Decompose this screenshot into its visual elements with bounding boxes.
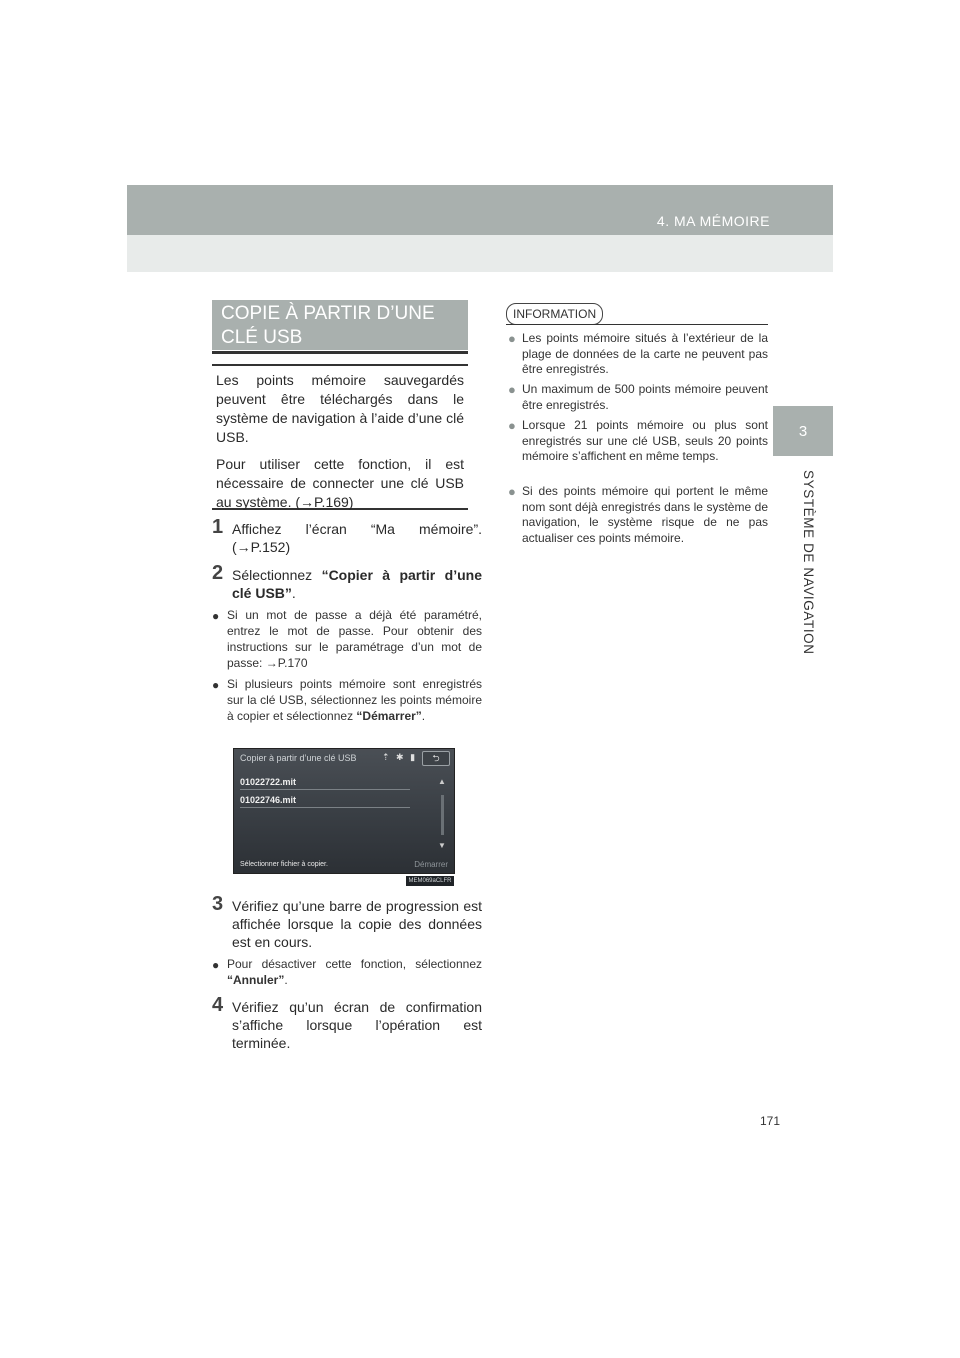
screen-title: Copier à partir d’une clé USB [240, 753, 357, 763]
bullet-icon: ● [212, 678, 220, 692]
bullet-text-suffix: . [421, 709, 426, 723]
step-3 [212, 893, 482, 951]
scroll-down-icon[interactable]: ▼ [438, 841, 446, 850]
step-text: Vérifiez qu’une barre de progression est affichée lorsque la copie des données est en cours. [232, 898, 482, 950]
info-text: Les points mémoire situés à l’extérieur de la plage de données de la carte ne peuvent pas être enregistrés. [522, 331, 768, 376]
file-item[interactable]: 01022722.mit [240, 777, 297, 787]
info-rule [506, 324, 768, 325]
info-text: Lorsque 21 points mémoire ou plus sont enregistrés sur une clé USB, seuls 20 points mémoire s’affichent en même temps. [522, 418, 768, 463]
bullet-icon: ● [212, 958, 220, 972]
info-text: Si des points mémoire qui portent le même nom sont déjà enregistrés dans le système de navigation, le système risque de ne pas actualiser ces points mémoire. [522, 484, 768, 545]
bullet-text-prefix: Si plusieurs points mémoire sont enregistrés sur la clé USB, sélectionnez les points mémoire à copier et sélectionnez [227, 677, 482, 723]
bullet-text [212, 676, 482, 724]
status-icons: ⇡ ✱ ▮ [382, 752, 418, 762]
step-text [212, 562, 482, 602]
image-code: MEM069aCLFR [406, 876, 454, 886]
bullet-item [212, 956, 482, 988]
heading-rule [212, 351, 468, 354]
step-2 [212, 562, 482, 602]
step-number: 4 [212, 994, 224, 1016]
screen-image [233, 748, 455, 874]
section-heading: COPIE À PARTIR D’UNE CLÉ USB [212, 300, 468, 350]
page-number: 171 [760, 1114, 781, 1128]
file-item[interactable]: 01022746.mit [240, 795, 297, 805]
intro-box [212, 364, 468, 510]
info-item [508, 382, 768, 413]
section-title: 4. MA MÉMOIRE [656, 213, 770, 229]
info-item [508, 331, 768, 378]
step-text: Affichez l’écran “Ma mémoire”. (→P.152) [232, 521, 482, 555]
scrollbar[interactable] [441, 795, 444, 835]
bullet-text: Si un mot de passe a déjà été paramétré, entrez le mot de passe. Pour obtenir des instructions sur le paramétrage d’un mot de passe: →P.170 [227, 608, 482, 670]
information-tag: INFORMATION [506, 303, 603, 325]
divider [240, 789, 410, 790]
chapter-title: SYSTÈME DE NAVIGATION [801, 470, 816, 655]
bullet-item [212, 676, 482, 724]
bullet-item [212, 607, 482, 671]
bullet-option: “Démarrer” [356, 709, 422, 723]
step-number: 3 [212, 893, 224, 915]
step-text-prefix: Sélectionnez [232, 567, 322, 583]
start-button[interactable]: Démarrer [414, 860, 448, 869]
scroll-up-icon[interactable]: ▲ [438, 777, 446, 786]
step-menu-option: “Copier à partir d’une clé USB” [232, 567, 482, 601]
bullet-icon: ● [212, 609, 220, 623]
screen-hint: Sélectionner fichier à copier. [240, 861, 328, 868]
intro-paragraph: Pour utiliser cette fonction, il est nécessaire de connecter une clé USB au système. (→P.169) [216, 456, 464, 510]
step-1 [212, 516, 482, 556]
step-4 [212, 994, 482, 1052]
info-item [508, 484, 768, 546]
bullet-icon: ● [508, 382, 516, 397]
back-icon[interactable]: ⮌ [422, 751, 450, 766]
bullet-text-suffix: . [284, 973, 288, 987]
bullet-text [212, 956, 482, 988]
bullet-icon: ● [508, 418, 516, 433]
step-number: 2 [212, 562, 224, 584]
info-item [508, 418, 768, 465]
step-text: Vérifiez qu’un écran de confirmation s’affiche lorsque l’opération est terminée. [232, 999, 482, 1051]
divider [240, 807, 410, 808]
chapter-number: 3 [773, 406, 833, 456]
header-subband [127, 235, 833, 272]
intro-paragraph: Les points mémoire sauvegardés peuvent être téléchargés dans le système de navigation à l’aide d’une clé USB. [216, 372, 464, 445]
bullet-icon: ● [508, 484, 516, 499]
info-text: Un maximum de 500 points mémoire peuvent être enregistrés. [522, 382, 768, 412]
bullet-text-prefix: Pour désactiver cette fonction, sélectionnez [227, 957, 482, 971]
bullet-option: “Annuler” [227, 973, 285, 987]
step-text-suffix: . [291, 585, 296, 601]
step-number: 1 [212, 516, 224, 538]
bullet-icon: ● [508, 331, 516, 346]
